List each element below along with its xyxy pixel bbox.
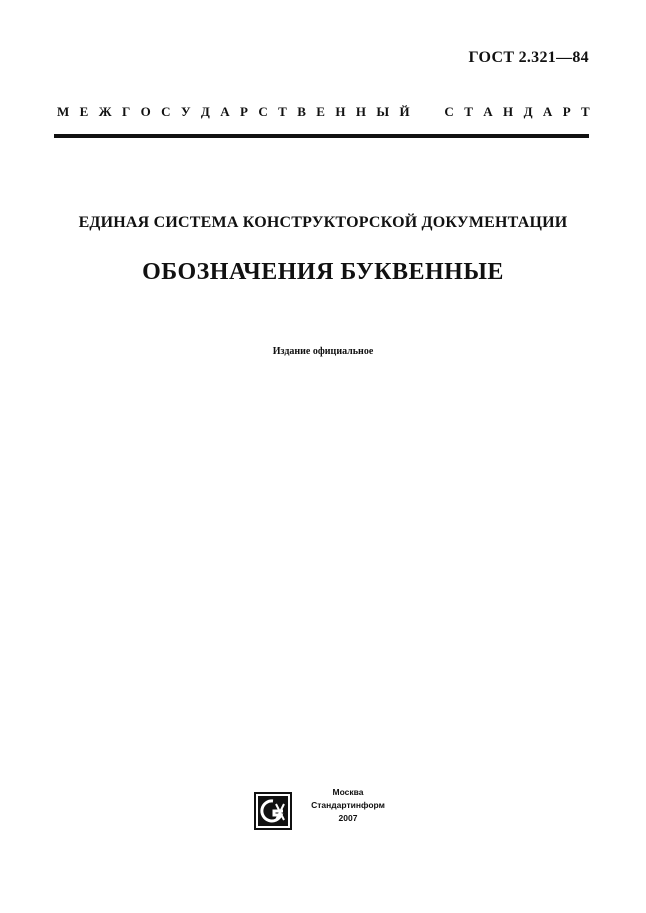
header-letter: Д <box>523 104 533 119</box>
publisher-block <box>302 786 394 825</box>
header-letter: Р <box>240 104 248 119</box>
publisher-year: 2007 <box>338 813 358 823</box>
header-letter: М <box>57 104 70 119</box>
header-letter: Т <box>278 104 287 119</box>
header-letter: А <box>483 104 493 119</box>
system-title: ЕДИНАЯ СИСТЕМА КОНСТРУКТОРСКОЙ ДОКУМЕНТАЦИИ <box>78 214 568 231</box>
header-letter: Т <box>464 104 473 119</box>
header-letter: А <box>542 104 553 119</box>
header-letter: О <box>140 104 151 119</box>
header-letter: С <box>258 104 268 119</box>
header-letter: С <box>444 104 454 119</box>
header-letter: Н <box>335 104 346 119</box>
header-letter: Ы <box>376 104 390 119</box>
edition-label: Издание официальное <box>272 346 374 357</box>
header-letter: Е <box>79 104 89 119</box>
standartinform-logo-icon <box>254 792 292 830</box>
header-letter: Н <box>355 104 366 119</box>
publisher-name: Стандартинформ <box>311 800 385 810</box>
header-letter: Е <box>316 104 325 119</box>
document-title: ОБОЗНАЧЕНИЯ БУКВЕННЫЕ <box>142 259 504 285</box>
standard-code: ГОСТ 2.321—84 <box>468 49 589 66</box>
header-letter: В <box>297 104 306 119</box>
header-letter: У <box>180 104 191 119</box>
header-label <box>57 104 590 120</box>
header-letter: Г <box>121 104 131 119</box>
header-letter: А <box>220 104 230 119</box>
publisher-city: Москва <box>332 787 364 797</box>
header-letter: С <box>161 104 171 119</box>
header-word-gap <box>420 104 434 120</box>
header-letter: Н <box>503 104 514 119</box>
header-letter: Ж <box>98 104 112 119</box>
header-letter: Т <box>581 104 590 119</box>
header-letter: Й <box>399 104 410 119</box>
header-divider <box>54 134 589 138</box>
header-letter: Д <box>200 104 210 119</box>
header-letter: Р <box>562 104 571 119</box>
